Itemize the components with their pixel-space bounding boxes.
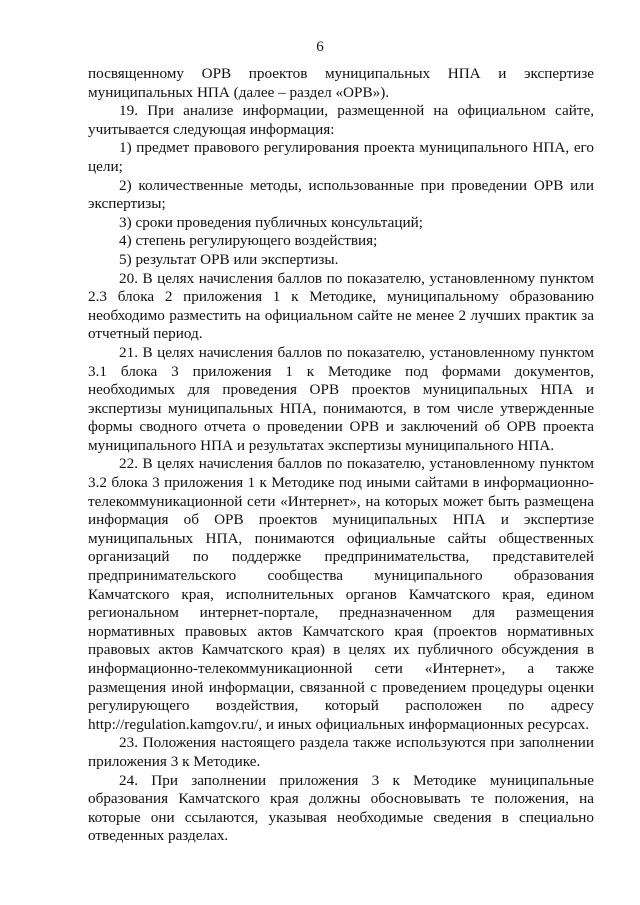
list-item-5: 5) результат ОРВ или экспертизы.: [119, 250, 339, 268]
list-item-1: 1) предмет правового регулирования проекта муниципального НПА, его цели;: [88, 139, 594, 175]
paragraph-orv-section-continuation: посвященному ОРВ проектов муниципальных НПА и экспертизе муниципальных НПА (далее – раздел «ОРВ»).: [88, 65, 594, 101]
paragraph-20: 20. В целях начисления баллов по показателю, установленному пунктом 2.3 блока 2 приложения 1 к Методике, муниципальному образованию необходимо разместить на официальном сайте не менее 2 лучших практик за отчетный период.: [88, 269, 594, 343]
paragraph-19: 19. При анализе информации, размещенной на официальном сайте, учитывается следующая информация:: [88, 102, 594, 138]
paragraph-24: 24. При заполнении приложения 3 к Методике муниципальные образования Камчатского края должны обосновывать те положения, на которые они ссылаются, указывая необходимые сведения в специально отведенных разделах.: [88, 771, 594, 845]
page-number: 6: [316, 39, 324, 55]
paragraph-22: 22. В целях начисления баллов по показателю, установленному пунктом 3.2 блока 3 приложения 1 к Методике под иными сайтами в информационно-телекоммуникационной сети «Интернет», на которых может быть размещена информация об ОРВ проектов муниципальных НПА и экспертизе муниципальных НПА, понимаются официальные сайты общественных организаций по поддержке предпринимательства, представителей предпринимательского сообщества муниципального образования Камчатского края, исполнительных органов Камчатского края, едином региональном интернет-портале, предназначенном для размещения нормативных правовых актов Камчатского края (проектов нормативных правовых актов Камчатского края) в целях их публичного обсуждения в информационно-телекоммуникационной сети «Интернет», а также размещения иной информации, связанной с проведением процедуры оценки регулирующего воздействия, который расположен по адресу http://regulation.kamgov.ru/, и иных официальных информационных ресурсах.: [88, 455, 594, 733]
paragraph-21: 21. В целях начисления баллов по показателю, установленному пунктом 3.1 блока 3 приложения 1 к Методике под формами документов, необходимых для проведения ОРВ проектов муниципальных НПА и экспертизы муниципальных НПА, понимаются, в том числе утвержденные формы сводного отчета о проведении ОРВ и заключений об ОРВ проекта муниципального НПА и результатах экспертизы муниципального НПА.: [88, 343, 594, 454]
list-item-2: 2) количественные методы, использованные при проведении ОРВ или экспертизы;: [88, 176, 594, 213]
document-body: [88, 65, 594, 846]
list-item-3: 3) сроки проведения публичных консультаций;: [119, 213, 423, 231]
paragraph-23: 23. Положения настоящего раздела также используются при заполнении приложения 3 к Методике.: [88, 734, 594, 770]
list-item-4: 4) степень регулирующего воздействия;: [119, 232, 378, 250]
